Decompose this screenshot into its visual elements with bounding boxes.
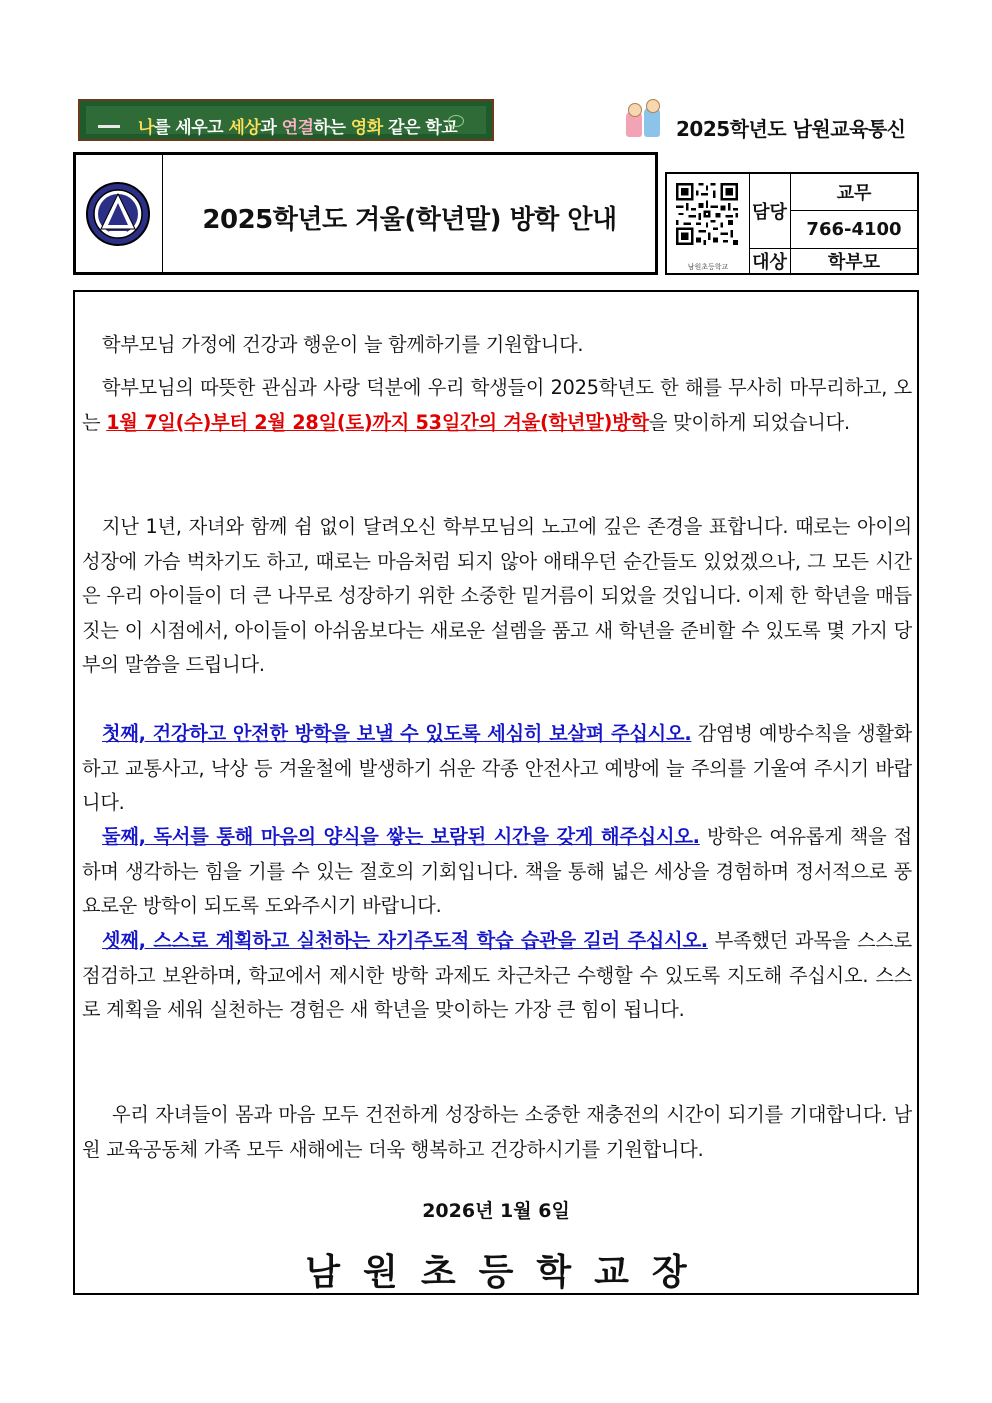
chalk-line bbox=[98, 125, 120, 128]
department-value: 교무 bbox=[791, 174, 917, 211]
letter-date: 2026년 1월 6일 bbox=[422, 1200, 570, 1222]
signature: 남원초등학교장 bbox=[305, 1252, 710, 1293]
banner-board bbox=[86, 106, 486, 138]
school-emblem-icon bbox=[85, 181, 151, 247]
speech-bubble-icon bbox=[448, 115, 464, 127]
vacation-period-highlight: 1월 7일(수)부터 2월 28일(토)까지 53일간의 겨울(학년말)방학 bbox=[106, 410, 649, 434]
target-label: 대상 bbox=[749, 249, 791, 273]
children-illustration-icon bbox=[624, 103, 668, 139]
qr-code-icon[interactable] bbox=[676, 183, 738, 245]
request-first: 첫째, 건강하고 안전한 방학을 보낼 수 있도록 세심히 보살펴 주십시오. 감염병 예방수칙을 생활화하고 교통사고, 낙상 등 겨울철에 발생하기 쉬운 각종 안전사고 예방에 늘 주의를 기울여 주시기 바랍니다. bbox=[82, 722, 912, 814]
title-box bbox=[73, 152, 658, 275]
vacation-period-paragraph: 학부모님의 따뜻한 관심과 사랑 덕분에 우리 학생들이 2025학년도 한 해를 무사히 마무리하고, 오는 1월 7일(수)부터 2월 28일(토)까지 53일간의 겨울(학년말)방학을 맞이하게 되었습니다. bbox=[82, 376, 912, 434]
school-motto: 나를 세우고 세상과 연결하는 영화 같은 학교 bbox=[138, 118, 458, 138]
target-value: 학부모 bbox=[827, 252, 881, 273]
phone-value: 766-4100 bbox=[791, 211, 917, 249]
contact-info-table bbox=[665, 172, 919, 275]
girl-figure bbox=[626, 111, 642, 137]
request-second-heading: 둘째, 독서를 통해 마음의 양식을 쌓는 보람된 시간을 갖게 해주십시오. bbox=[102, 825, 700, 848]
request-third: 셋째, 스스로 계획하고 실천하는 자기주도적 학습 습관을 길러 주십시오. 부족했던 과목을 스스로 점검하고 보완하며, 학교에서 제시한 방학 과제도 차근차근 수행할 수 있도록 지도해 주십시오. 스스로 계획을 세워 실천하는 경험은 새 학년을 맞이하는 가장 큰 힘이 됩니다. bbox=[82, 929, 912, 1021]
logo-cell bbox=[76, 155, 163, 272]
letter-body bbox=[73, 290, 919, 1295]
document-title: 2025학년도 겨울(학년말) 방학 안내 bbox=[202, 205, 617, 235]
charge-label: 담당 bbox=[749, 174, 791, 249]
request-third-heading: 셋째, 스스로 계획하고 실천하는 자기주도적 학습 습관을 길러 주십시오. bbox=[102, 929, 708, 952]
closing-paragraph: 우리 자녀들이 몸과 마음 모두 건전하게 성장하는 소중한 재충전의 시간이 되기를 기대합니다. 남원 교육공동체 가족 모두 새해에는 더욱 행복하고 건강하시기를 기원합니다. bbox=[82, 1103, 912, 1161]
newsletter-title: 2025학년도 남원교육통신 bbox=[676, 117, 906, 141]
request-first-heading: 첫째, 건강하고 안전한 방학을 보낼 수 있도록 세심히 보살펴 주십시오. bbox=[102, 722, 692, 745]
qr-caption: 남원초등학교 bbox=[687, 263, 729, 271]
request-second: 둘째, 독서를 통해 마음의 양식을 쌓는 보람된 시간을 갖게 해주십시오. 방학은 여유롭게 책을 접하며 생각하는 힘을 기를 수 있는 절호의 기회입니다. 책을 통해 넓은 세상을 경험하며 정서적으로 풍요로운 방학이 되도록 도와주시기 바랍니다. bbox=[82, 825, 912, 917]
school-motto-banner bbox=[78, 99, 494, 141]
greeting-paragraph: 학부모님 가정에 건강과 행운이 늘 함께하기를 기원합니다. bbox=[102, 333, 584, 356]
appreciation-paragraph: 지난 1년, 자녀와 함께 쉼 없이 달려오신 학부모님의 노고에 깊은 존경을 표합니다. 때로는 아이의 성장에 가슴 벅차기도 하고, 때로는 마음처럼 되지 않아 애태우던 순간들도 있었겠으나, 그 모든 시간은 우리 아이들이 더 큰 나무로 성장하기 위한 소중한 밑거름이 되었을 것입니다. 이제 한 학년을 매듭짓는 이 시점에서, 아이들이 아쉬움보다는 새로운 설렘을 품고 새 학년을 준비할 수 있도록 몇 가지 당부의 말씀을 드립니다. bbox=[82, 515, 912, 676]
boy-figure bbox=[644, 107, 660, 137]
qr-cell bbox=[667, 174, 750, 273]
